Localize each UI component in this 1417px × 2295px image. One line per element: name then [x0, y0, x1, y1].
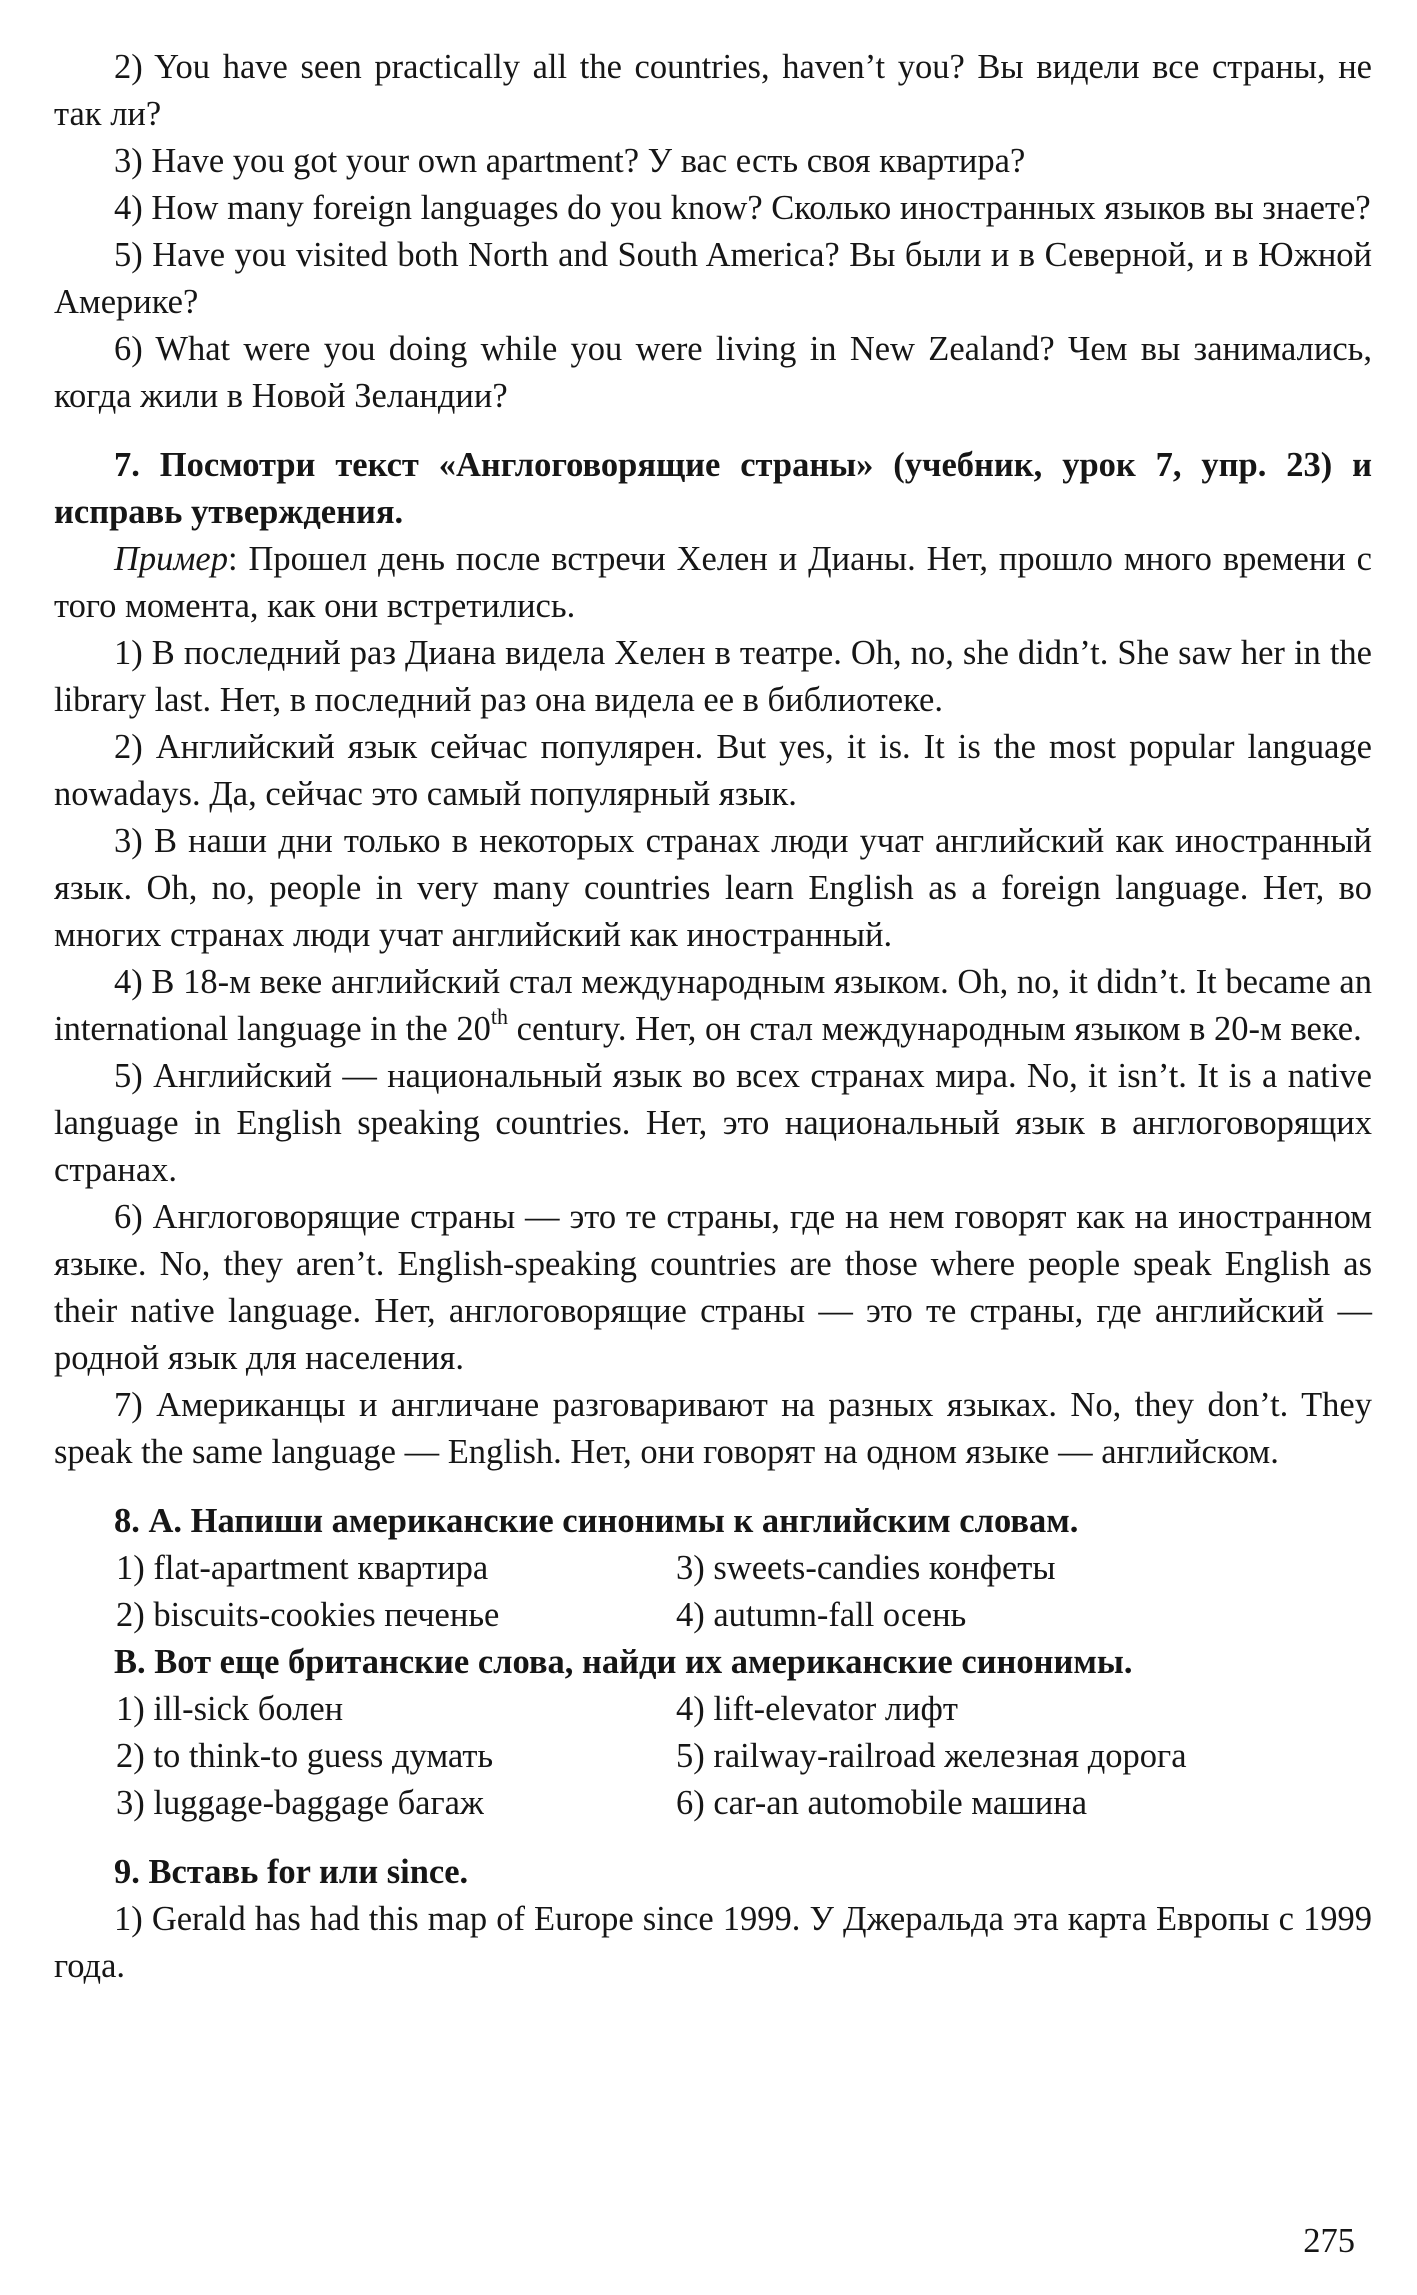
- sec7-item-4-sup: th: [490, 1003, 508, 1029]
- sec6-item-6: 6) What were you doing while you were living in New Zealand? Чем вы занимались, когда жили в Новой Зеландии?: [54, 330, 1372, 415]
- sec7-item-4-b: century. Нет, он стал международным языком в 20-м веке.: [508, 1010, 1362, 1048]
- sec7-item-4: [54, 959, 1372, 1053]
- exercise-8a-list: [54, 1545, 1372, 1639]
- sec6-item-5: 5) Have you visited both North and South America? Вы были и в Северной, и в Южной Америке?: [54, 236, 1372, 321]
- exercise-8b-list: [54, 1686, 1372, 1827]
- sec7-item-3: 3) В наши дни только в некоторых странах люди учат английский как иностранный язык. Oh, no, people in very many countries learn English as a foreign language. Нет, во многих странах люди учат английский как иностранный.: [54, 822, 1372, 954]
- list-item: 2) to think-to guess думать: [116, 1737, 494, 1775]
- sec7-item-6: 6) Англоговорящие страны — это те страны, где на нем говорят как на иностранном языке. No, they aren’t. English-speaking countries are those where people speak English as their native language. Нет, англоговорящие страны — это те страны, где английский — родной язык для населения.: [54, 1198, 1372, 1377]
- sec6-item-4: 4) How many foreign languages do you know? Сколько иностранных языков вы знаете?: [114, 189, 1371, 227]
- exercise-7-heading: 7. Посмотри текст «Англоговорящие страны» (учебник, урок 7, упр. 23) и исправь утверждения.: [54, 446, 1372, 531]
- exercise-8b-heading: В. Вот еще британские слова, найди их американские синонимы.: [114, 1643, 1133, 1681]
- page-content: [54, 44, 1372, 1990]
- example-text: : Прошел день после встречи Хелен и Дианы. Нет, прошло много времени с того момента, как они встретились.: [54, 540, 1372, 625]
- list-item: 1) ill-sick болен: [116, 1690, 344, 1728]
- sec7-item-7: 7) Американцы и англичане разговаривают на разных языках. No, they don’t. They speak the same language — English. Нет, они говорят на одном языке — английском.: [54, 1386, 1372, 1471]
- sec6-item-3: 3) Have you got your own apartment? У вас есть своя квартира?: [114, 142, 1026, 180]
- exercise-9-heading: 9. Вставь for или since.: [114, 1853, 469, 1891]
- sec7-item-2: 2) Английский язык сейчас популярен. But yes, it is. It is the most popular language nowadays. Да, сейчас это самый популярный язык.: [54, 728, 1372, 813]
- page-number: 275: [1303, 2222, 1355, 2260]
- sec7-item-1: 1) В последний раз Диана видела Хелен в театре. Oh, no, she didn’t. She saw her in the library last. Нет, в последний раз она видела ее в библиотеке.: [54, 634, 1372, 719]
- sec7-item-5: 5) Английский — национальный язык во всех странах мира. No, it isn’t. It is a native language in English speaking countries. Нет, это национальный язык в англоговорящих странах.: [54, 1057, 1372, 1189]
- list-item: 1) flat-apartment квартира: [116, 1549, 489, 1587]
- list-item: 5) railway-railroad железная дорога: [676, 1737, 1187, 1775]
- sec7-item-4-a: 4) В 18-м веке английский стал международным языком. Oh, no, it didn’t. It became an international language in the 20: [54, 963, 1372, 1048]
- list-item: 3) luggage-baggage багаж: [116, 1784, 484, 1822]
- list-item: 2) biscuits-cookies печенье: [116, 1596, 500, 1634]
- list-item: 4) lift-elevator лифт: [676, 1690, 958, 1728]
- list-item: 4) autumn-fall осень: [676, 1596, 967, 1634]
- sec9-item-1: 1) Gerald has had this map of Europe since 1999. У Джеральда эта карта Европы с 1999 года.: [54, 1900, 1372, 1985]
- exercise-7-example: [54, 536, 1372, 630]
- list-item: 6) car-an automobile машина: [676, 1784, 1088, 1822]
- example-label: Пример: [114, 540, 228, 578]
- sec6-item-2: 2) You have seen practically all the countries, haven’t you? Вы видели все страны, не так ли?: [54, 48, 1372, 133]
- exercise-8a-heading: 8. А. Напиши американские синонимы к английским словам.: [114, 1502, 1079, 1540]
- list-item: 3) sweets-candies конфеты: [676, 1549, 1056, 1587]
